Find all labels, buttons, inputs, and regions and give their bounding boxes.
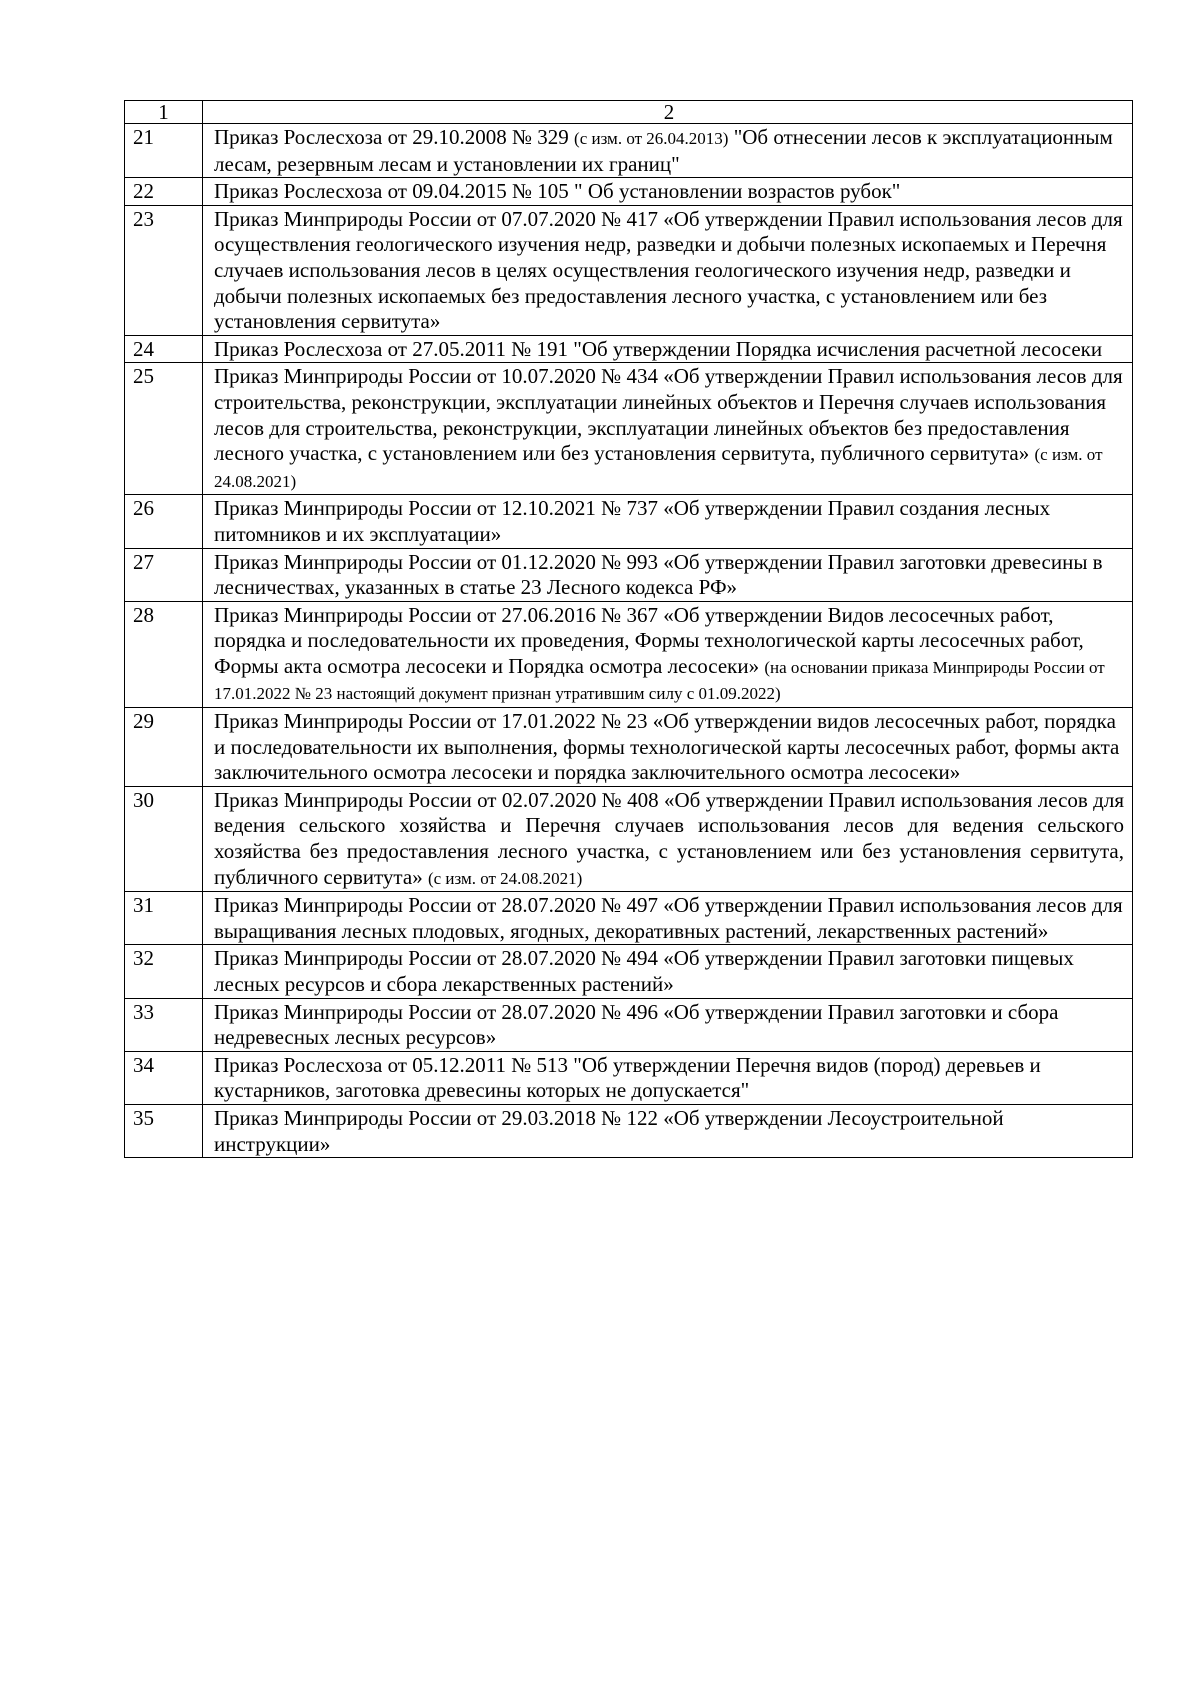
table-row	[125, 495, 1133, 548]
row-text	[203, 1051, 1133, 1104]
row-number: 25	[125, 363, 203, 495]
table-row	[125, 124, 1133, 178]
row-text	[203, 335, 1133, 363]
row-number: 24	[125, 335, 203, 363]
row-main-text: Приказ Минприроды России от 29.03.2018 № 122 «Об утверждении Лесоустроительной инструкции»	[214, 1105, 1004, 1156]
table-row	[125, 548, 1133, 601]
row-text	[203, 786, 1133, 891]
row-main-text: Приказ Рослесхоза от 05.12.2011 № 513 "Об утверждении Перечня видов (пород) деревьев и кустарников, заготовка древесины которых не допускается"	[214, 1052, 1041, 1103]
table-row	[125, 945, 1133, 998]
row-number: 32	[125, 945, 203, 998]
row-note: (с изм. от 24.08.2021)	[214, 445, 1103, 491]
row-number: 22	[125, 178, 203, 206]
table-row	[125, 786, 1133, 891]
row-main-text: Приказ Минприроды России от 28.07.2020 № 497 «Об утверждении Правил использования лесов для выращивания лесных плодовых, ягодных, декоративных растений, лекарственных растений»	[214, 893, 1123, 943]
table-row	[125, 363, 1133, 495]
table-row	[125, 178, 1133, 206]
row-number: 33	[125, 998, 203, 1051]
header-col-2: 2	[203, 101, 1133, 124]
row-number: 28	[125, 601, 203, 707]
table-row	[125, 998, 1133, 1051]
row-number: 34	[125, 1051, 203, 1104]
table-row	[125, 601, 1133, 707]
row-note: (с изм. от 26.04.2013)	[574, 129, 729, 148]
row-text	[203, 601, 1133, 707]
table-row	[125, 335, 1133, 363]
row-main-text-cont: "Об отнесении лесов к эксплуатационным лесам, резервным лесам и установлении их границ"	[214, 125, 1113, 176]
row-number: 31	[125, 892, 203, 945]
row-main-text: Приказ Минприроды России от 27.06.2016 № 367 «Об утверждении Видов лесосечных работ, порядка и последовательности их проведения, Формы технологической карты лесосечных работ, Формы акта осмотра лесосеки и Порядка осмотра лесосеки»	[214, 602, 1084, 678]
row-main-text: Приказ Рослесхоза от 09.04.2015 № 105 " Об установлении возрастов рубок"	[214, 179, 901, 204]
row-main-text: Приказ Рослесхоза от 29.10.2008 № 329	[214, 125, 569, 149]
regulations-table	[124, 100, 1133, 1158]
row-main-text: Приказ Минприроды России от 07.07.2020 № 417 «Об утверждении Правил использования лесов для осуществления геологического изучения недр, разведки и добычи полезных ископаемых и Перечня случаев использования лесов в целях осуществления геологического изучения недр, разведки и добычи полезных ископаемых без предоставления лесного участка, с установлением или без установления сервитута»	[214, 206, 1123, 334]
row-number: 21	[125, 124, 203, 178]
row-number: 23	[125, 205, 203, 335]
row-text	[203, 548, 1133, 601]
row-main-text: Приказ Минприроды России от 10.07.2020 № 434 «Об утверждении Правил использования лесов для строительства, реконструкции, эксплуатации линейных объектов и Перечня случаев использования лесов для строительства, реконструкции, эксплуатации линейных объектов без предоставления лесного участка, с установлением или без установления сервитута, публичного сервитута»	[214, 364, 1123, 466]
row-main-text: Приказ Минприроды России от 28.07.2020 № 496 «Об утверждении Правил заготовки и сбора недревесных лесных ресурсов»	[214, 999, 1059, 1050]
table-row	[125, 892, 1133, 945]
row-number: 27	[125, 548, 203, 601]
row-number: 26	[125, 495, 203, 548]
row-text	[203, 708, 1133, 787]
row-main-text: Приказ Минприроды России от 17.01.2022 № 23 «Об утверждении видов лесосечных работ, порядка и последовательности их выполнения, формы технологической карты лесосечных работ, формы акта заключительного осмотра лесосеки и порядка заключительного осмотра лесосеки»	[214, 709, 1120, 785]
row-main-text: Приказ Минприроды России от 28.07.2020 № 494 «Об утверждении Правил заготовки пищевых лесных ресурсов и сбора лекарственных растений»	[214, 946, 1074, 996]
table-row	[125, 1051, 1133, 1104]
row-main-text: Приказ Рослесхоза от 27.05.2011 № 191 "Об утверждении Порядка исчисления расчетной лесосеки	[214, 336, 1103, 361]
row-number: 30	[125, 786, 203, 891]
row-main-text: Приказ Минприроды России от 02.07.2020 № 408 «Об утверждении Правил использования лесов для ведения сельского хозяйства и Перечня случаев использования лесов для ведения сельского хозяйства без предоставления лесного участка, с установлением или без установления сервитута, публичного сервитута»	[214, 787, 1124, 889]
row-text	[203, 945, 1133, 998]
row-text	[203, 178, 1133, 206]
row-text	[203, 998, 1133, 1051]
row-text	[203, 495, 1133, 548]
row-note: (на основании приказа Минприроды России от 17.01.2022 № 23 настоящий документ признан утратившим силу с 01.09.2022)	[214, 657, 1105, 704]
row-text	[203, 205, 1133, 335]
row-note: (с изм. от 24.08.2021)	[427, 868, 583, 888]
row-text	[203, 363, 1133, 495]
row-text	[203, 1104, 1133, 1157]
table-row	[125, 708, 1133, 787]
row-text	[203, 892, 1133, 945]
row-main-text: Приказ Минприроды России от 12.10.2021 № 737 «Об утверждении Правил создания лесных питомников и их эксплуатации»	[214, 496, 1051, 546]
row-number: 29	[125, 708, 203, 787]
table-row	[125, 205, 1133, 335]
header-col-1: 1	[125, 101, 203, 124]
row-text	[203, 124, 1133, 178]
table-header-row	[125, 101, 1133, 124]
row-number: 35	[125, 1104, 203, 1157]
table-row	[125, 1104, 1133, 1157]
row-main-text: Приказ Минприроды России от 01.12.2020 № 993 «Об утверждении Правил заготовки древесины в лесничествах, указанных в статье 23 Лесного кодекса РФ»	[214, 549, 1103, 600]
